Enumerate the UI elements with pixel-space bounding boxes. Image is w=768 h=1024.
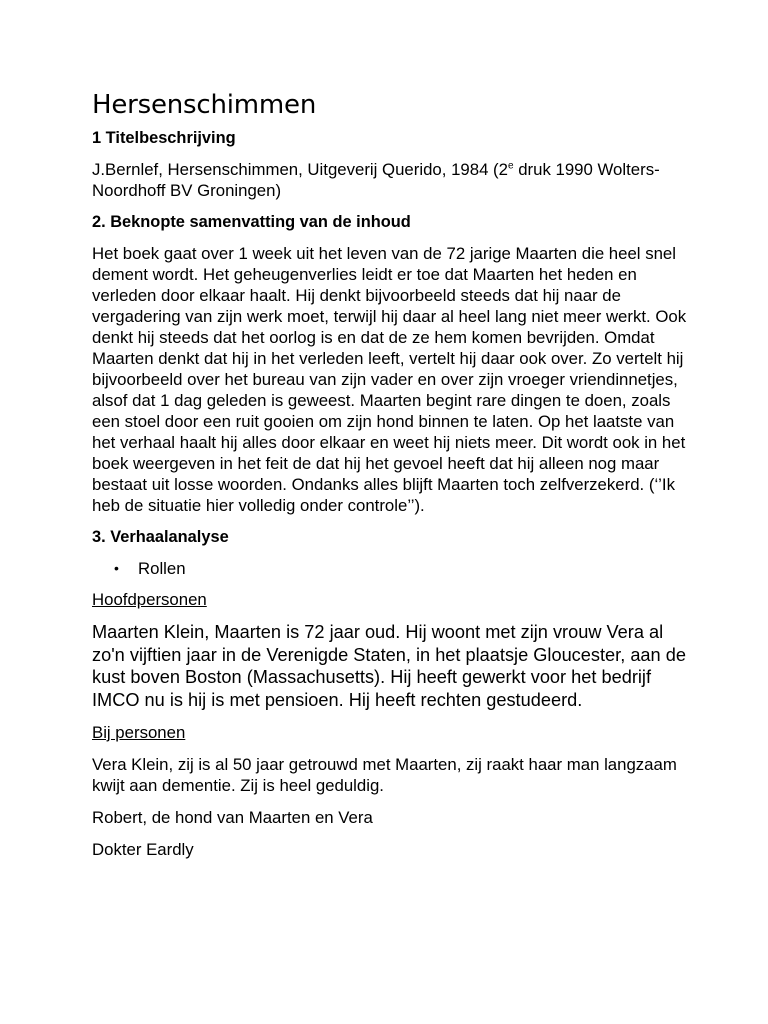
side-characters-label: Bij personen: [92, 723, 186, 742]
bullet-item-label: Rollen: [138, 559, 186, 578]
document-body: [92, 88, 692, 871]
bullet-marker: •: [114, 560, 119, 576]
side-character-eardly: Dokter Eardly: [92, 840, 194, 859]
citation-superscript: e: [507, 160, 514, 172]
document-title: Hersenschimmen: [92, 90, 317, 120]
main-characters-paragraph: Maarten Klein, Maarten is 72 jaar oud. Hij woont met zijn vrouw Vera al zo'n vijftien jaar in de Verenigde Staten, in het plaatsje Gloucester, aan de kust boven Boston (Massachusetts). Hij heeft gewerkt voor het bedrijf IMCO nu is hij is met pensioen. Hij heeft rechten gestudeerd.: [92, 622, 686, 710]
section-heading-verhaalanalyse: 3. Verhaalanalyse: [92, 528, 229, 546]
citation-text-end: druk 1990 Wolters-Noordhoff BV Groningen): [92, 160, 660, 200]
side-character-vera: Vera Klein, zij is al 50 jaar getrouwd met Maarten, zij raakt haar man langzaam kwijt aan dementie. Zij is heel geduldig.: [92, 755, 677, 795]
section-heading-titelbeschrijving: 1 Titelbeschrijving: [92, 129, 236, 147]
bullet-item-rollen: [92, 558, 692, 579]
summary-paragraph: Het boek gaat over 1 week uit het leven van de 72 jarige Maarten die heel snel dement wordt. Het geheugenverlies leidt er toe dat Maarten het heden en verleden door elkaar haalt. Hij denkt bijvoorbeeld steeds dat hij naar de vergadering van zijn werk moet, terwijl hij daar al heel lang niet meer werkt. Ook denkt hij steeds dat het oorlog is en dat de ze hem komen bevrijden. Omdat Maarten denkt dat hij in het verleden leeft, vertelt hij daar ook over. Zo vertelt hij bijvoorbeeld over het bureau van zijn vader en over zijn vroeger vriendinnetjes, alsof dat 1 dag geleden is geweest. Maarten begint rare dingen te doen, zoals een stoel door een ruit gooien om zijn hond binnen te laten. Op het laatste van het verhaal haalt hij alles door elkaar en weet hij niets meer. Dit wordt ook in het boek weergeven in het feit de dat hij het gevoel heeft dat hij alleen nog maar bestaat uit losse woorden. Ondanks alles blijft Maarten toch zelfverzekerd. (‘’Ik heb de situatie hier volledig onder controle’’).: [92, 244, 687, 515]
side-character-robert: Robert, de hond van Maarten en Vera: [92, 808, 373, 827]
bullet-list: [92, 558, 692, 579]
title-citation: [92, 159, 692, 201]
main-characters-label: Hoofdpersonen: [92, 590, 207, 609]
section-heading-samenvatting: 2. Beknopte samenvatting van de inhoud: [92, 213, 411, 231]
citation-text-start: J.Bernlef, Hersenschimmen, Uitgeverij Querido, 1984 (2: [92, 160, 508, 179]
